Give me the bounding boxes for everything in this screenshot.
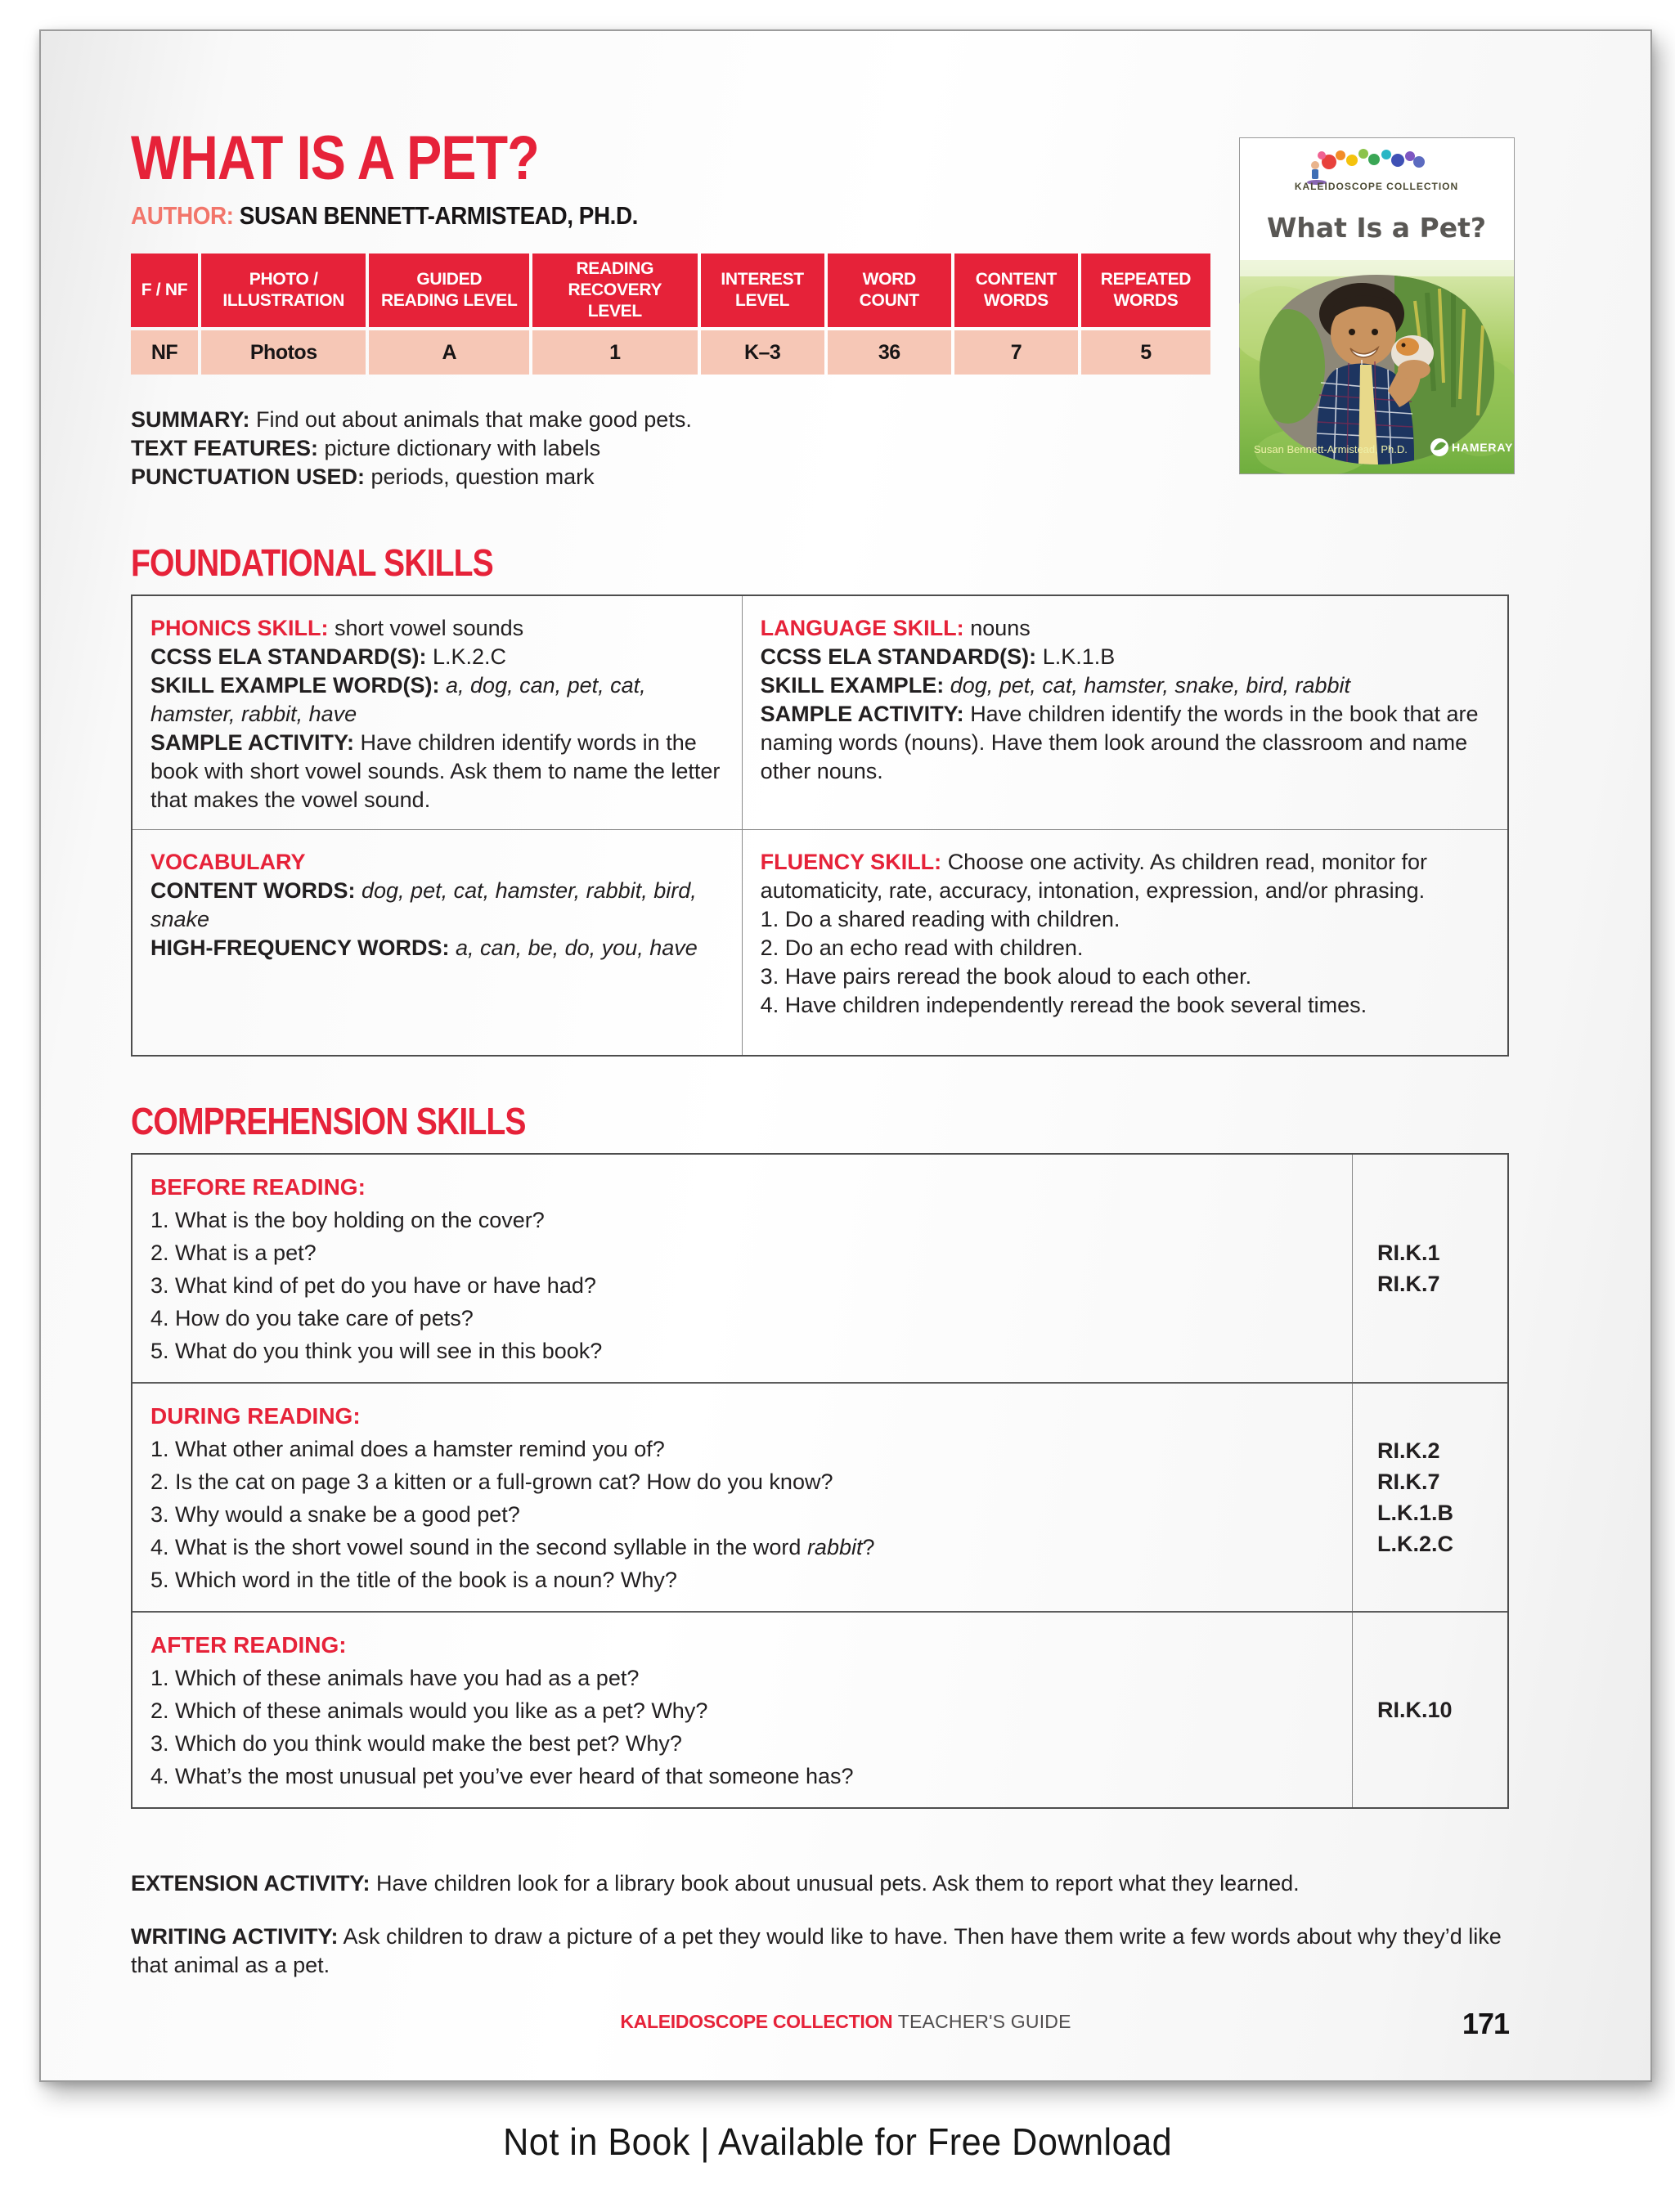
phonics-skill-cell <box>132 596 742 829</box>
page-title: WHAT IS A PET? <box>131 123 539 193</box>
cover-publisher: HAMERAY <box>1452 441 1514 454</box>
fluency-line <box>761 905 1486 934</box>
during-questions <box>132 1384 1352 1611</box>
cover-title: What Is a Pet? <box>1266 212 1487 244</box>
phonics-line <box>150 643 721 671</box>
summary-line <box>131 406 1194 434</box>
vocabulary-text: a, can, be, do, you, have <box>456 936 698 960</box>
comprehension-table <box>131 1153 1509 1809</box>
footer-suffix: TEACHER'S GUIDE <box>897 2011 1071 2032</box>
phonics-text: short vowel sounds <box>335 616 524 640</box>
metrics-header-cell: CONTENT WORDS <box>954 254 1078 327</box>
after-label: AFTER READING: <box>150 1632 347 1658</box>
writing-activity-label: WRITING ACTIVITY: <box>131 1924 339 1949</box>
page-content <box>41 31 1650 2080</box>
language-skill-cell <box>742 596 1507 829</box>
bottom-caption-row <box>0 2120 1675 2164</box>
author-name: SUSAN BENNETT-ARMISTEAD, PH.D. <box>239 201 638 230</box>
metrics-header-cell: GUIDED READING LEVEL <box>369 254 529 327</box>
foundational-skills-heading-row <box>131 541 1509 584</box>
summary-label: SUMMARY: <box>131 407 250 432</box>
text-features-label: TEXT FEATURES: <box>131 436 318 460</box>
standard-code: L.K.1.B <box>1377 1501 1454 1525</box>
language-label: CCSS ELA STANDARD(S): <box>760 644 1037 669</box>
question: 3. What kind of pet do you have or have had? <box>150 1273 596 1298</box>
cover-author: Susan Bennett-Armistead, Ph.D. <box>1254 443 1408 455</box>
fluency-line <box>761 848 1486 905</box>
footer-brand: KALEIDOSCOPE COLLECTION <box>620 2011 893 2032</box>
question: 1. Which of these animals have you had as a pet? <box>150 1666 640 1690</box>
language-line <box>761 700 1486 786</box>
question-italic-word: rabbit <box>806 1535 863 1559</box>
cover-collection-label: KALEIDOSCOPE COLLECTION <box>1294 181 1459 192</box>
metrics-value-cell: 1 <box>532 330 698 375</box>
language-text: nouns <box>970 616 1031 640</box>
phonics-text: Have children identify words in the book with short vowel sounds. Ask them to name the letter that makes the vowel sound. <box>150 730 721 812</box>
metrics-header-cell: PHOTO / ILLUSTRATION <box>201 254 366 327</box>
language-label: SAMPLE ACTIVITY: <box>760 702 964 726</box>
metrics-header-cell: INTEREST LEVEL <box>701 254 824 327</box>
question: 4. What’s the most unusual pet you’ve ever heard of that someone has? <box>150 1764 854 1788</box>
punctuation-line <box>131 463 1194 491</box>
summary-text: Find out about animals that make good pets. <box>256 407 692 432</box>
metrics-value-cell: 5 <box>1081 330 1210 375</box>
standard-code: RI.K.7 <box>1377 1272 1440 1296</box>
metrics-header-cell: REPEATED WORDS <box>1081 254 1210 327</box>
question: 5. What do you think you will see in this book? <box>150 1339 603 1363</box>
language-line <box>761 671 1486 700</box>
language-label: LANGUAGE SKILL: <box>760 616 964 640</box>
phonics-line <box>150 671 721 729</box>
language-text: L.K.1.B <box>1042 644 1116 669</box>
author-label: AUTHOR: <box>131 201 234 230</box>
metrics-value-cell: A <box>369 330 529 375</box>
after-questions <box>132 1613 1352 1807</box>
question: 3. Why would a snake be a good pet? <box>150 1502 520 1527</box>
fluency-line <box>761 991 1486 1020</box>
phonics-label: CCSS ELA STANDARD(S): <box>150 644 427 669</box>
question: 5. Which word in the title of the book is a noun? Why? <box>150 1568 677 1592</box>
after-standards <box>1352 1613 1507 1807</box>
metrics-value-cell: K–3 <box>701 330 824 375</box>
phonics-line <box>150 729 721 814</box>
phonics-text: L.K.2.C <box>433 644 507 669</box>
phonics-label: SKILL EXAMPLE WORD(S): <box>150 673 440 698</box>
phonics-label: PHONICS SKILL: <box>150 616 329 640</box>
extension-activity-label: EXTENSION ACTIVITY: <box>131 1871 370 1896</box>
metrics-value-row <box>131 330 1210 375</box>
standard-code: RI.K.1 <box>1377 1241 1440 1265</box>
metrics-value-cell: 36 <box>828 330 951 375</box>
fluency-line <box>761 962 1486 991</box>
book-cover-art <box>1239 137 1515 474</box>
comprehension-row-after <box>132 1611 1507 1807</box>
standard-code: RI.K.10 <box>1377 1698 1453 1722</box>
text-features-text: picture dictionary with labels <box>324 436 601 460</box>
question: 3. Which do you think would make the best pet? Why? <box>150 1731 682 1756</box>
phonics-label: SAMPLE ACTIVITY: <box>150 730 354 755</box>
metrics-table <box>131 254 1210 375</box>
text-features-line <box>131 434 1194 463</box>
fluency-text: 1. Do a shared reading with children. <box>760 907 1120 931</box>
metrics-header-cell: F / NF <box>131 254 198 327</box>
fluency-text: Choose one activity. As children read, monitor for automaticity, rate, accuracy, intonation, expression, and/or phrasing. <box>760 850 1427 903</box>
metrics-header-cell: WORD COUNT <box>828 254 951 327</box>
fluency-text: 3. Have pairs reread the book aloud to each other. <box>760 964 1252 989</box>
vocabulary-text: dog, pet, cat, hamster, rabbit, bird, snake <box>150 878 697 931</box>
writing-activity-text: Ask children to draw a picture of a pet they would like to have. Then have them write a few words about why they’d like that animal as a pet. <box>131 1924 1502 1977</box>
metrics-header-cell: READING RECOVERY LEVEL <box>532 254 698 327</box>
language-label: SKILL EXAMPLE: <box>760 673 945 698</box>
before-standards <box>1352 1155 1507 1382</box>
before-label: BEFORE READING: <box>150 1174 366 1200</box>
language-line <box>761 614 1486 643</box>
standard-code: RI.K.7 <box>1377 1469 1440 1494</box>
fluency-text: 4. Have children independently reread the book several times. <box>760 993 1367 1017</box>
during-label: DURING READING: <box>150 1403 361 1429</box>
foundational-skills-table <box>131 595 1509 1057</box>
vocabulary-cell <box>132 829 742 1055</box>
vocabulary-label: CONTENT WORDS: <box>150 878 356 903</box>
page-footer <box>41 2011 1650 2033</box>
comprehension-skills-heading-row <box>131 1102 1509 1140</box>
phonics-text: a, dog, can, pet, cat, hamster, rabbit, have <box>150 673 646 726</box>
language-text: dog, pet, cat, hamster, snake, bird, rabbit <box>950 673 1350 698</box>
punctuation-label: PUNCTUATION USED: <box>131 464 365 489</box>
bottom-caption: Not in Book | Available for Free Download <box>502 2120 1173 2163</box>
punctuation-text: periods, question mark <box>370 464 595 489</box>
question: 1. What other animal does a hamster remind you of? <box>150 1437 665 1461</box>
metrics-header-row <box>131 254 1210 327</box>
fluency-text: 2. Do an echo read with children. <box>760 936 1084 960</box>
question: 2. Is the cat on page 3 a kitten or a full-grown cat? How do you know? <box>150 1469 833 1494</box>
question: 4. How do you take care of pets? <box>150 1306 474 1330</box>
fluency-skill-cell <box>742 829 1507 1055</box>
comprehension-row-before <box>132 1155 1507 1382</box>
during-standards <box>1352 1384 1507 1611</box>
before-questions <box>132 1155 1352 1382</box>
comprehension-skills-heading: COMPREHENSION SKILLS <box>131 1100 526 1142</box>
vocabulary-line <box>150 877 721 934</box>
question: 4. What is the short vowel sound in the second syllable in the word rabbit? <box>150 1535 875 1559</box>
standard-code: L.K.2.C <box>1377 1532 1454 1556</box>
vocabulary-label: HIGH-FREQUENCY WORDS: <box>150 936 450 960</box>
writing-activity <box>131 1923 1509 1980</box>
question: 2. What is a pet? <box>150 1241 317 1265</box>
question: 1. What is the boy holding on the cover? <box>150 1208 545 1232</box>
question: 2. Which of these animals would you like as a pet? Why? <box>150 1698 708 1723</box>
vocabulary-line <box>150 934 721 962</box>
fluency-line <box>761 934 1486 962</box>
standard-code: RI.K.2 <box>1377 1438 1440 1463</box>
phonics-line <box>150 614 721 643</box>
extension-activity <box>131 1869 1509 1898</box>
fluency-label: FLUENCY SKILL: <box>760 850 942 874</box>
metrics-value-cell: Photos <box>201 330 366 375</box>
metrics-value-cell: NF <box>131 330 198 375</box>
language-line <box>761 643 1486 671</box>
vocabulary-label: VOCABULARY <box>150 850 306 874</box>
vocabulary-line <box>150 848 721 877</box>
document-page <box>39 29 1652 2082</box>
page-number: 171 <box>1462 2007 1509 2040</box>
foundational-skills-heading: FOUNDATIONAL SKILLS <box>131 541 493 584</box>
language-text: Have children identify the words in the book that are naming words (nouns). Have them look around the classroom and name other nouns. <box>760 702 1479 783</box>
extension-activity-text: Have children look for a library book about unusual pets. Ask them to report what they learned. <box>376 1871 1300 1896</box>
comprehension-row-during <box>132 1382 1507 1611</box>
book-overview <box>131 406 1194 491</box>
book-cover <box>1239 137 1515 474</box>
hameray-logo-icon <box>1430 438 1448 456</box>
metrics-value-cell: 7 <box>954 330 1078 375</box>
